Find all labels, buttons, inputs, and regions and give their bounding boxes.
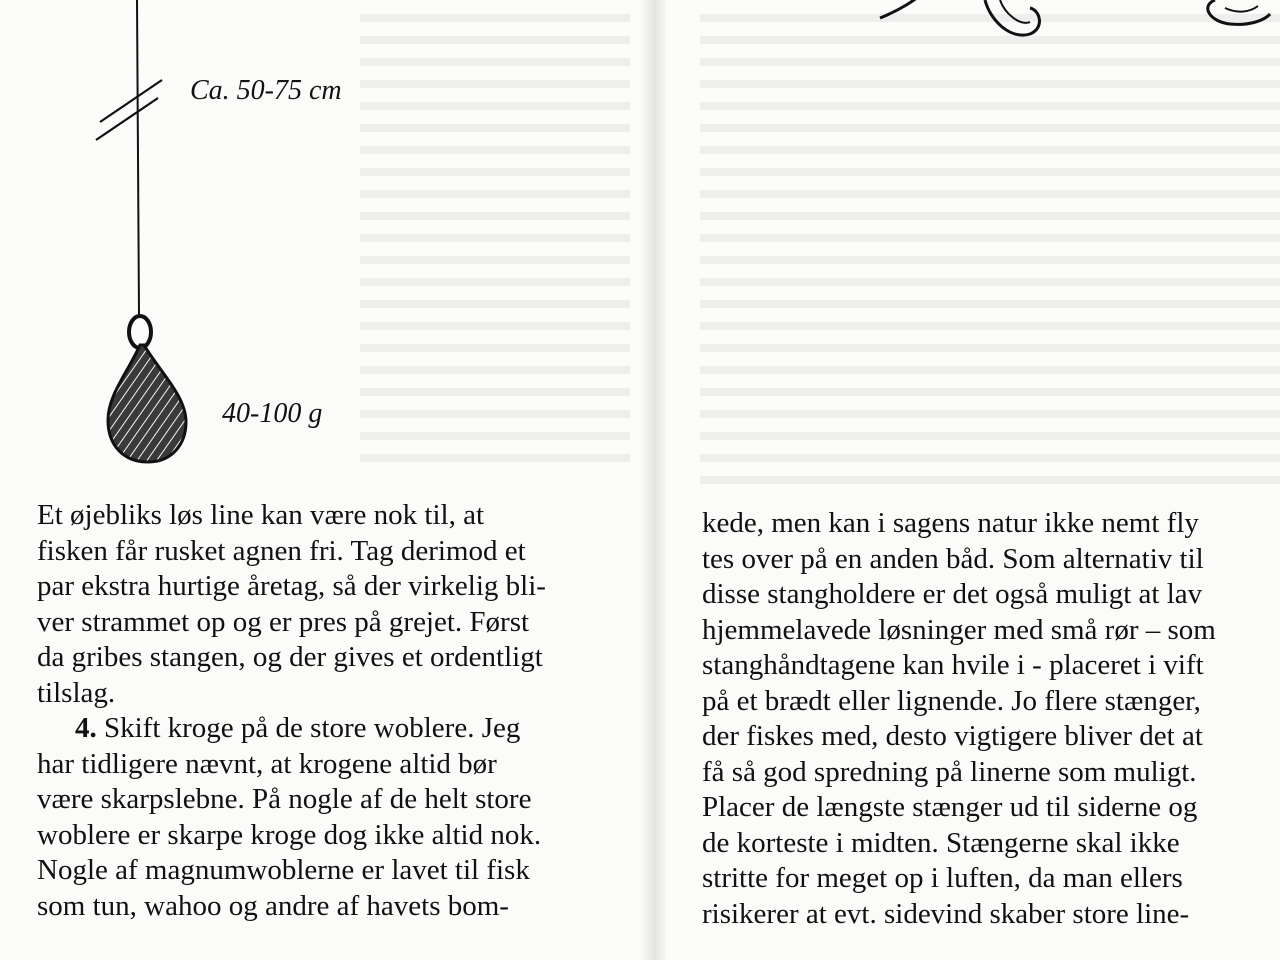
- text-line: som tun, wahoo og andre af havets bom-: [37, 889, 509, 922]
- text-line: Placer de længste stænger ud til siderne og: [702, 791, 1198, 823]
- text-line: hjemmelavede løsninger med små rør – som: [702, 613, 1216, 646]
- text-line: være skarpslebne. På nogle af de helt store: [37, 783, 532, 815]
- line-length-label: Ca. 50-75 cm: [190, 75, 342, 106]
- text-line: stanghåndtagene kan hvile i - placeret i vift: [702, 649, 1204, 681]
- text-line: kede, men kan i sagens natur ikke nemt fly: [702, 507, 1199, 539]
- text-line: Nogle af magnumwoblerne er lavet til fisk: [37, 854, 530, 886]
- text-line: Et øjebliks løs line kan være nok til, at: [37, 499, 485, 531]
- text-line: tilslag.: [37, 676, 116, 709]
- text-line: [37, 711, 546, 747]
- text-line: risikerer at evt. sidevind skaber store line-: [702, 897, 1190, 930]
- text-line: stritte for meget op i luften, da man ellers: [702, 862, 1183, 894]
- paragraph-loose-line: [37, 498, 546, 711]
- text-line: woblere er skarpe kroge dog ikke altid nok.: [37, 818, 542, 851]
- sinker-eye: [129, 316, 151, 348]
- paragraph-rod-holders: [702, 506, 1216, 932]
- sinker-weight-label: 40-100 g: [222, 398, 323, 429]
- text-line: på et brædt eller lignende. Jo flere stænger,: [702, 684, 1201, 717]
- text-line: par ekstra hurtige åretag, så der virkelig bli-: [37, 570, 546, 602]
- text-line: disse stangholdere er det også muligt at lav: [702, 578, 1203, 610]
- text-line: da gribes stangen, og der gives et ordentligt: [37, 641, 543, 673]
- right-text-column: [702, 506, 1216, 932]
- left-text-column: [37, 498, 546, 924]
- text-line: har tidligere nævnt, at krogene altid bør: [37, 747, 497, 780]
- hook-icon: [880, 0, 920, 18]
- fishing-line: [137, 0, 139, 315]
- list-number: 4.: [75, 712, 97, 744]
- text-line: tes over på en anden båd. Som alternativ til: [702, 542, 1204, 575]
- text-line: ver strammet op og er pres på grejet. Først: [37, 605, 530, 638]
- text-line: få så god spredning på linerne som muligt.: [702, 755, 1197, 788]
- text-line: der fiskes med, desto vigtigere bliver det at: [702, 720, 1203, 752]
- text-line: fisken får rusket agnen fri. Tag derimod et: [37, 534, 526, 567]
- text-fragment: Skift kroge på de store woblere. Jeg: [96, 712, 521, 744]
- text-line: de korteste i midten. Stængerne skal ikke: [702, 826, 1180, 859]
- paragraph-change-hooks: [37, 711, 546, 924]
- sinker-icon: [108, 345, 186, 462]
